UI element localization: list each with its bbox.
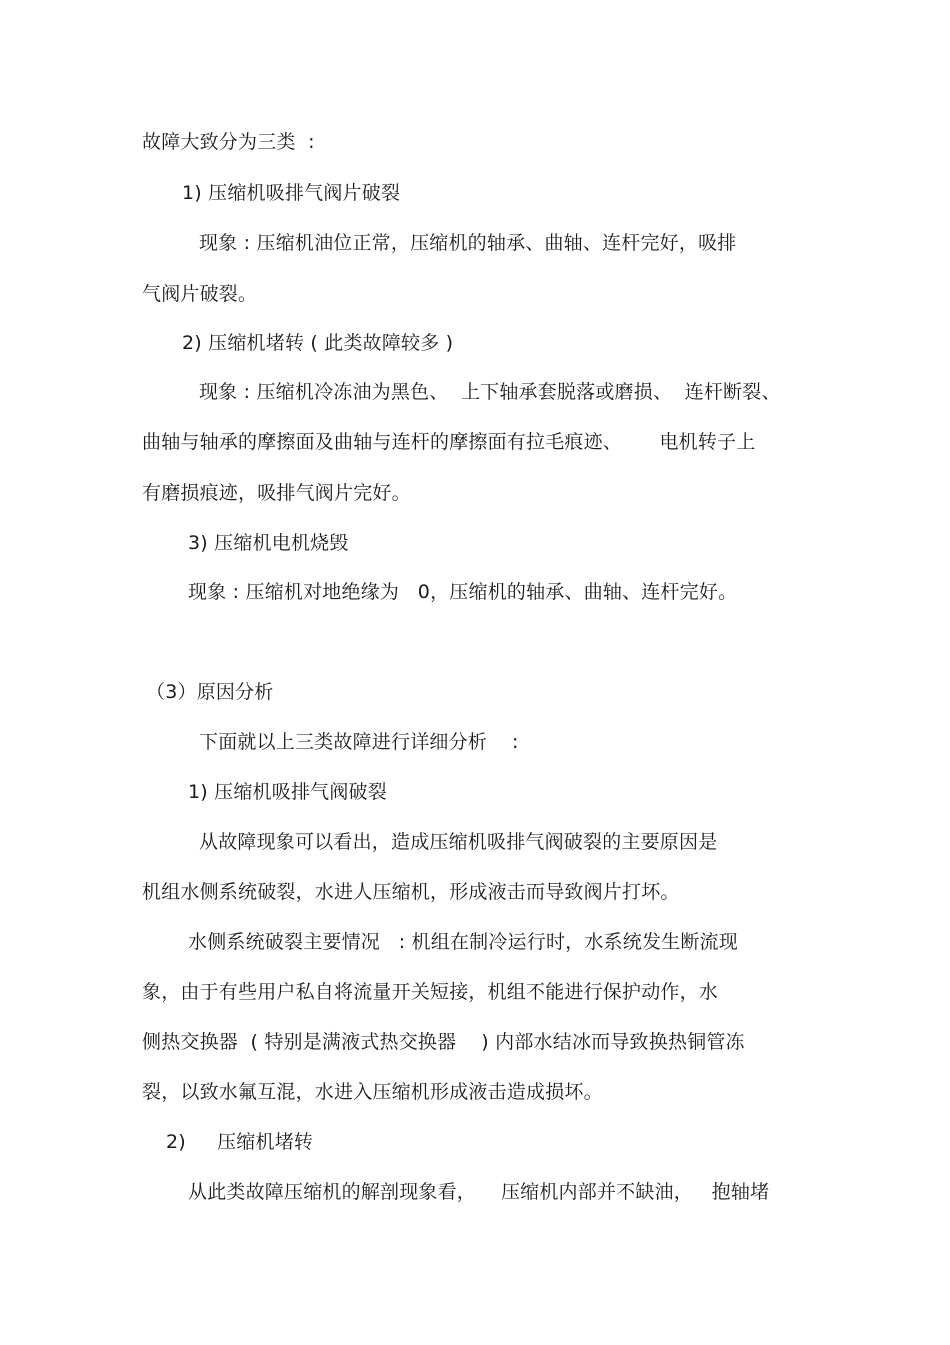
text-line-19: 裂，以致水氟互混，水进入压缩机形成液击造成损坏。 [142, 1081, 603, 1103]
text-line-16: 水侧系统破裂主要情况 : 机组在制冷运行时，水系统发生断流现 [188, 931, 738, 953]
text-line-8: 有磨损痕迹，吸排气阀片完好。 [142, 482, 411, 504]
text-line-5: 2) 压缩机堵转 ( 此类故障较多 ) [182, 332, 454, 354]
text-line-21: 从此类故障压缩机的解剖现象看， 压缩机内部并不缺油， 抱轴堵 [188, 1181, 770, 1203]
text-line-4: 气阀片破裂。 [142, 283, 258, 305]
text-line-2: 1) 压缩机吸排气阀片破裂 [182, 182, 401, 204]
text-line-6: 现象 : 压缩机冷冻油为黑色、 上下轴承套脱落或磨损、 连杆断裂、 [199, 381, 781, 403]
text-line-10: 现象 : 压缩机对地绝缘为 0，压缩机的轴承、曲轴、连杆完好。 [188, 581, 738, 603]
section-heading: （3）原因分析 [146, 681, 274, 703]
text-line-15: 机组水侧系统破裂，水进人压缩机，形成液击而导致阀片打坏。 [142, 881, 680, 903]
text-line-14: 从故障现象可以看出，造成压缩机吸排气阀破裂的主要原因是 [199, 831, 718, 853]
text-line-7: 曲轴与轴承的摩擦面及曲轴与连杆的摩擦面有拉毛痕迹、 电机转子上 [142, 431, 756, 453]
text-line-18: 侧热交换器 ( 特别是满液式热交换器 ) 内部水结冰而导致换热铜管冻 [142, 1031, 745, 1053]
text-line-12: 下面就以上三类故障进行详细分析 : [199, 731, 519, 753]
text-line-9: 3) 压缩机电机烧毁 [188, 532, 349, 554]
text-line-20: 2) 压缩机堵转 [166, 1131, 314, 1153]
text-line-13: 1) 压缩机吸排气阀破裂 [188, 781, 387, 803]
text-line-3: 现象 : 压缩机油位正常，压缩机的轴承、曲轴、连杆完好，吸排 [199, 232, 737, 254]
text-line-1: 故障大致分为三类 : [142, 131, 315, 153]
text-line-17: 象，由于有些用户私自将流量开关短接，机组不能进行保护动作，水 [142, 981, 719, 1003]
